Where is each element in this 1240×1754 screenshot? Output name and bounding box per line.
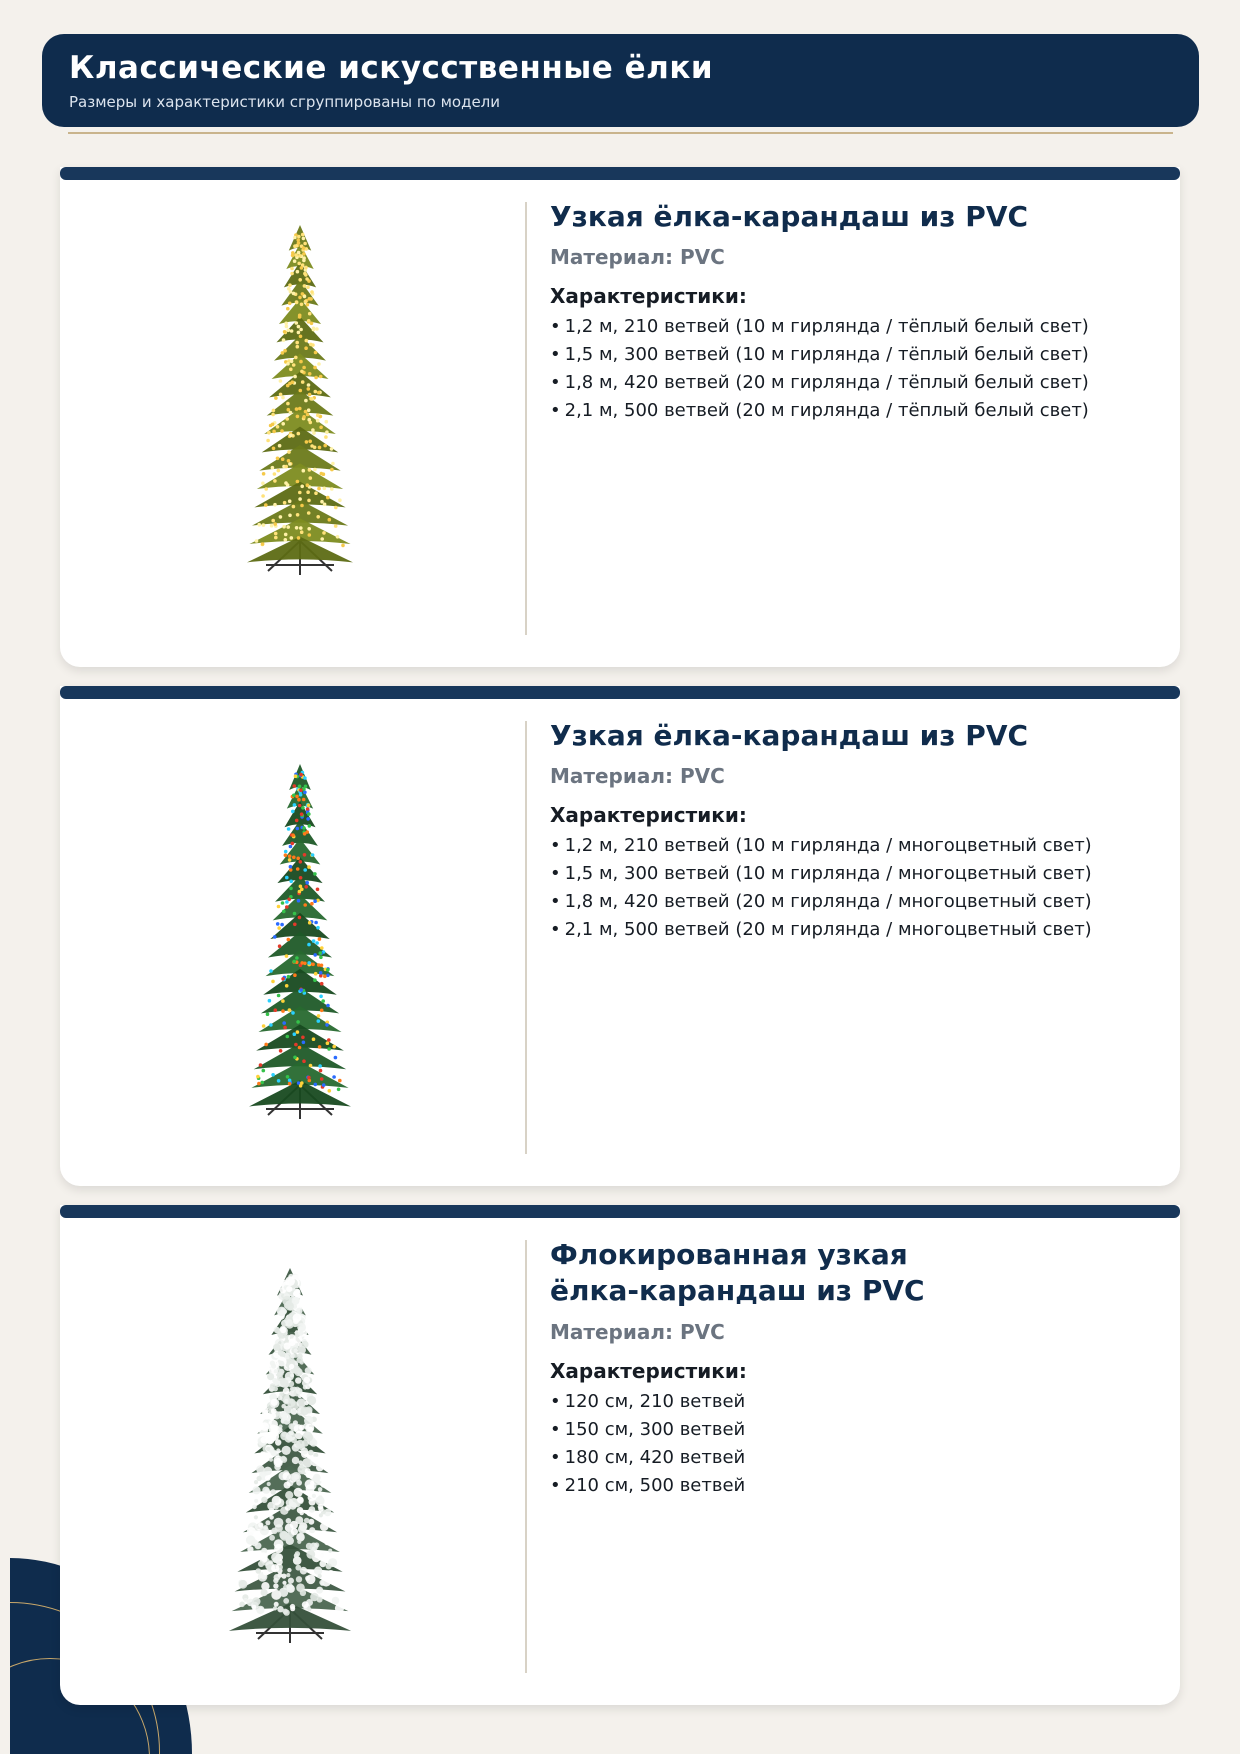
page-subtitle: Размеры и характеристики сгруппированы по модели bbox=[69, 93, 501, 112]
page-header bbox=[42, 34, 1199, 127]
specs-list bbox=[550, 832, 1150, 944]
spec-item: • 1,8 м, 420 ветвей (20 м гирлянда / тёплый белый свет) bbox=[550, 372, 1089, 394]
spec-item: • 2,1 м, 500 ветвей (20 м гирлянда / тёплый белый свет) bbox=[550, 400, 1089, 422]
header-divider bbox=[68, 132, 1173, 134]
product-card bbox=[60, 167, 1180, 667]
product-image bbox=[60, 1218, 525, 1705]
product-title: Узкая ёлка-карандаш из PVC bbox=[550, 719, 1029, 752]
product-title: Флокированная узкая ёлка-карандаш из PVC bbox=[550, 1238, 925, 1308]
specs-list bbox=[550, 313, 1150, 425]
spec-item: • 2,1 м, 500 ветвей (20 м гирлянда / многоцветный свет) bbox=[550, 919, 1092, 941]
product-card bbox=[60, 1205, 1180, 1705]
card-top-bar bbox=[60, 686, 1180, 699]
product-card bbox=[60, 686, 1180, 1186]
card-top-bar bbox=[60, 1205, 1180, 1218]
tree-multicolor-lights-image bbox=[60, 744, 525, 1124]
product-image bbox=[60, 180, 525, 667]
product-info bbox=[550, 718, 1150, 944]
spec-item: • 180 см, 420 ветвей bbox=[550, 1446, 746, 1468]
product-material: Материал: PVC bbox=[550, 1319, 725, 1344]
spec-item: • 1,5 м, 300 ветвей (10 м гирлянда / тёплый белый свет) bbox=[550, 344, 1089, 366]
spec-item: • 150 см, 300 ветвей bbox=[550, 1418, 746, 1440]
card-divider bbox=[525, 202, 527, 635]
card-divider bbox=[525, 721, 527, 1154]
specs-label: Характеристики: bbox=[550, 1358, 747, 1383]
specs-list bbox=[550, 1388, 1150, 1500]
specs-label: Характеристики: bbox=[550, 284, 747, 309]
spec-item: • 120 см, 210 ветвей bbox=[550, 1390, 746, 1412]
spec-item: • 1,2 м, 210 ветвей (10 м гирлянда / тёплый белый свет) bbox=[550, 316, 1089, 338]
product-material: Материал: PVC bbox=[550, 764, 725, 789]
product-material: Материал: PVC bbox=[550, 245, 725, 270]
spec-item: • 210 см, 500 ветвей bbox=[550, 1474, 746, 1496]
spec-item: • 1,5 м, 300 ветвей (10 м гирлянда / многоцветный свет) bbox=[550, 863, 1092, 885]
product-info bbox=[550, 199, 1150, 425]
tree-flocked-image bbox=[60, 1248, 525, 1648]
product-info bbox=[550, 1237, 1150, 1500]
page-title: Классические искусственные ёлки bbox=[69, 50, 714, 86]
card-divider bbox=[525, 1240, 527, 1673]
spec-item: • 1,2 м, 210 ветвей (10 м гирлянда / многоцветный свет) bbox=[550, 835, 1092, 857]
specs-label: Характеристики: bbox=[550, 803, 747, 828]
product-title: Узкая ёлка-карандаш из PVC bbox=[550, 200, 1029, 233]
tree-warm-lights-image bbox=[60, 195, 525, 575]
card-top-bar bbox=[60, 167, 1180, 180]
product-image bbox=[60, 699, 525, 1186]
spec-item: • 1,8 м, 420 ветвей (20 м гирлянда / многоцветный свет) bbox=[550, 891, 1092, 913]
